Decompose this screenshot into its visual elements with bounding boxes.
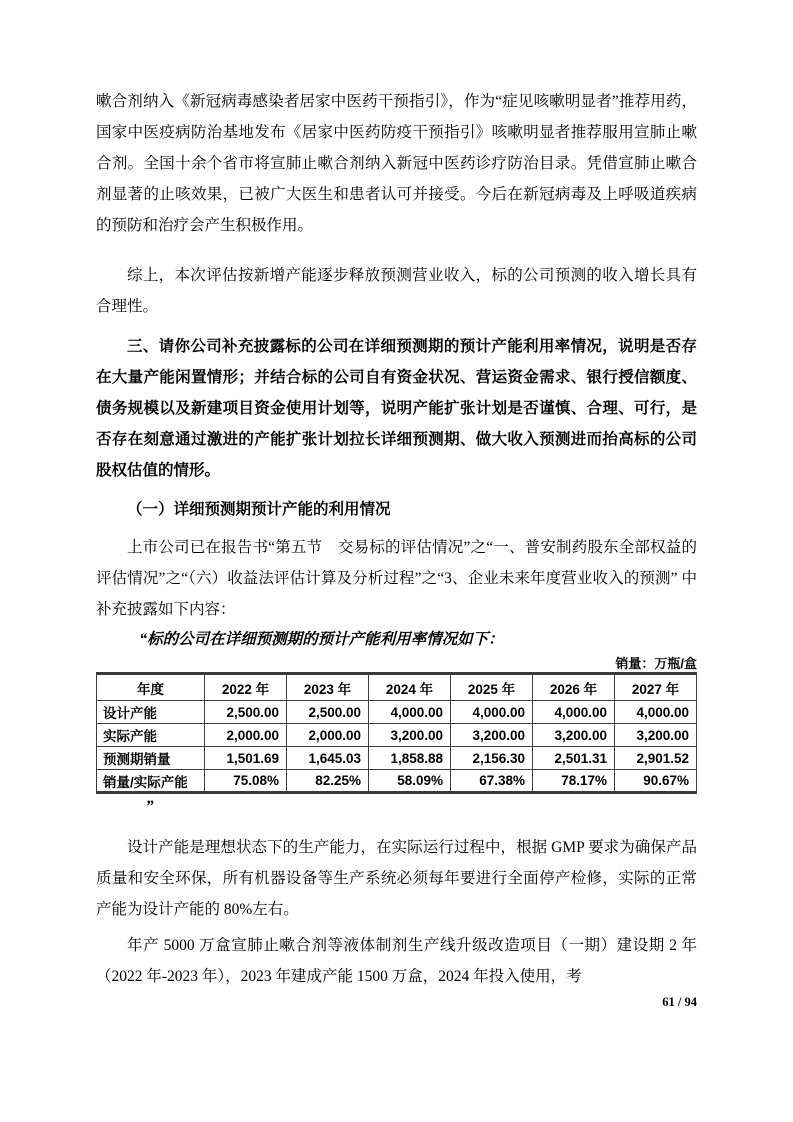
table-cell: 2,500.00 — [287, 701, 369, 724]
table-cell: 90.67% — [615, 770, 697, 793]
paragraph-project-capacity: 年产 5000 万盒宣肺止嗽合剂等液体制剂生产线升级改造项目（一期）建设期 2 年（2022 年-2023 年），2023 年建成产能 1500 万盒，2024 年投入使用，考 — [96, 937, 697, 985]
table-header-cell: 2025 年 — [451, 674, 533, 701]
page-number: 61 / 94 — [662, 995, 697, 1009]
table-cell: 3,200.00 — [369, 724, 451, 747]
table-cell: 1,858.88 — [369, 747, 451, 770]
table-row-label: 预测期销量 — [97, 747, 205, 770]
table-unit-label: 销量：万瓶/盒 — [615, 656, 697, 671]
table-cell: 4,000.00 — [369, 701, 451, 724]
table-row-label: 销量/实际产能 — [97, 770, 205, 793]
paragraph-design-capacity: 设计产能是理想状态下的生产能力，在实际运行过程中，根据 GMP 要求为确保产品质量和安全环保，所有机器设备等生产系统必须每年要进行全面停产检修，实际的正常产能为设计产能的 80%左右。 — [96, 839, 697, 918]
table-header-row — [97, 674, 697, 701]
subsection-heading-one: （一）详细预测期预计产能的利用情况 — [127, 501, 391, 518]
table-cell: 4,000.00 — [451, 701, 533, 724]
table-cell: 67.38% — [451, 770, 533, 793]
table-cell: 3,200.00 — [533, 724, 615, 747]
table-cell: 2,000.00 — [205, 724, 287, 747]
table-header-cell: 年度 — [97, 674, 205, 701]
table-cell: 58.09% — [369, 770, 451, 793]
table-row — [97, 770, 697, 793]
closing-quote-mark: ” — [145, 798, 154, 815]
table-cell: 3,200.00 — [451, 724, 533, 747]
table-cell: 3,200.00 — [615, 724, 697, 747]
paragraph-disclosure-reference: 上市公司已在报告书“第五节 交易标的评估情况”之“一、普安制药股东全部权益的评估情况”之“（六）收益法评估计算及分析过程”之“3、企业未来年度营业收入的预测” 中补充披露如下内容： — [96, 539, 697, 618]
section-heading-three: 三、请你公司补充披露标的公司在详细预测期的预计产能利用率情况，说明是否存在大量产能闲置情形；并结合标的公司自有资金状况、营运资金需求、银行授信额度、债务规模以及新建项目资金使用计划等，说明产能扩张计划是否谨慎、合理、可行，是否存在刻意通过激进的产能扩张计划拉长详细预测期、做大收入预测进而抬高标的公司股权估值的情形。 — [96, 338, 697, 479]
table-cell: 2,501.31 — [533, 747, 615, 770]
table-header-cell: 2026 年 — [533, 674, 615, 701]
table-cell: 2,000.00 — [287, 724, 369, 747]
table-cell: 1,501.69 — [205, 747, 287, 770]
table-cell: 1,645.03 — [287, 747, 369, 770]
table-row-label: 设计产能 — [97, 701, 205, 724]
table-row — [97, 747, 697, 770]
table-cell: 4,000.00 — [533, 701, 615, 724]
table-header-cell: 2022 年 — [205, 674, 287, 701]
table-cell: 78.17% — [533, 770, 615, 793]
table-cell: 2,156.30 — [451, 747, 533, 770]
table-header-cell: 2027 年 — [615, 674, 697, 701]
table-row — [97, 701, 697, 724]
table-cell: 2,500.00 — [205, 701, 287, 724]
table-cell: 2,901.52 — [615, 747, 697, 770]
table-header-cell: 2023 年 — [287, 674, 369, 701]
table-row — [97, 724, 697, 747]
quote-intro: “标的公司在详细预测期的预计产能利用率情况如下： — [139, 631, 504, 648]
table-cell: 4,000.00 — [615, 701, 697, 724]
table-cell: 82.25% — [287, 770, 369, 793]
table-header-cell: 2024 年 — [369, 674, 451, 701]
paragraph-summary: 综上，本次评估按新增产能逐步释放预测营业收入，标的公司预测的收入增长具有合理性。 — [96, 267, 697, 315]
table-cell: 75.08% — [205, 770, 287, 793]
table-row-label: 实际产能 — [97, 724, 205, 747]
paragraph-continuation: 嗽合剂纳入《新冠病毒感染者居家中医药干预指引》，作为“症见咳嗽明显者”推荐用药，国家中医疫病防治基地发布《居家中医药防疫干预指引》咳嗽明显者推荐服用宣肺止嗽合剂。全国十余个省市将宣肺止嗽合剂纳入新冠中医药诊疗防治目录。凭借宣肺止嗽合剂显著的止咳效果，已被广大医生和患者认可并接受。今后在新冠病毒及上呼吸道疾病的预防和治疗会产生积极作用。 — [96, 93, 697, 234]
capacity-utilization-table — [96, 672, 697, 794]
